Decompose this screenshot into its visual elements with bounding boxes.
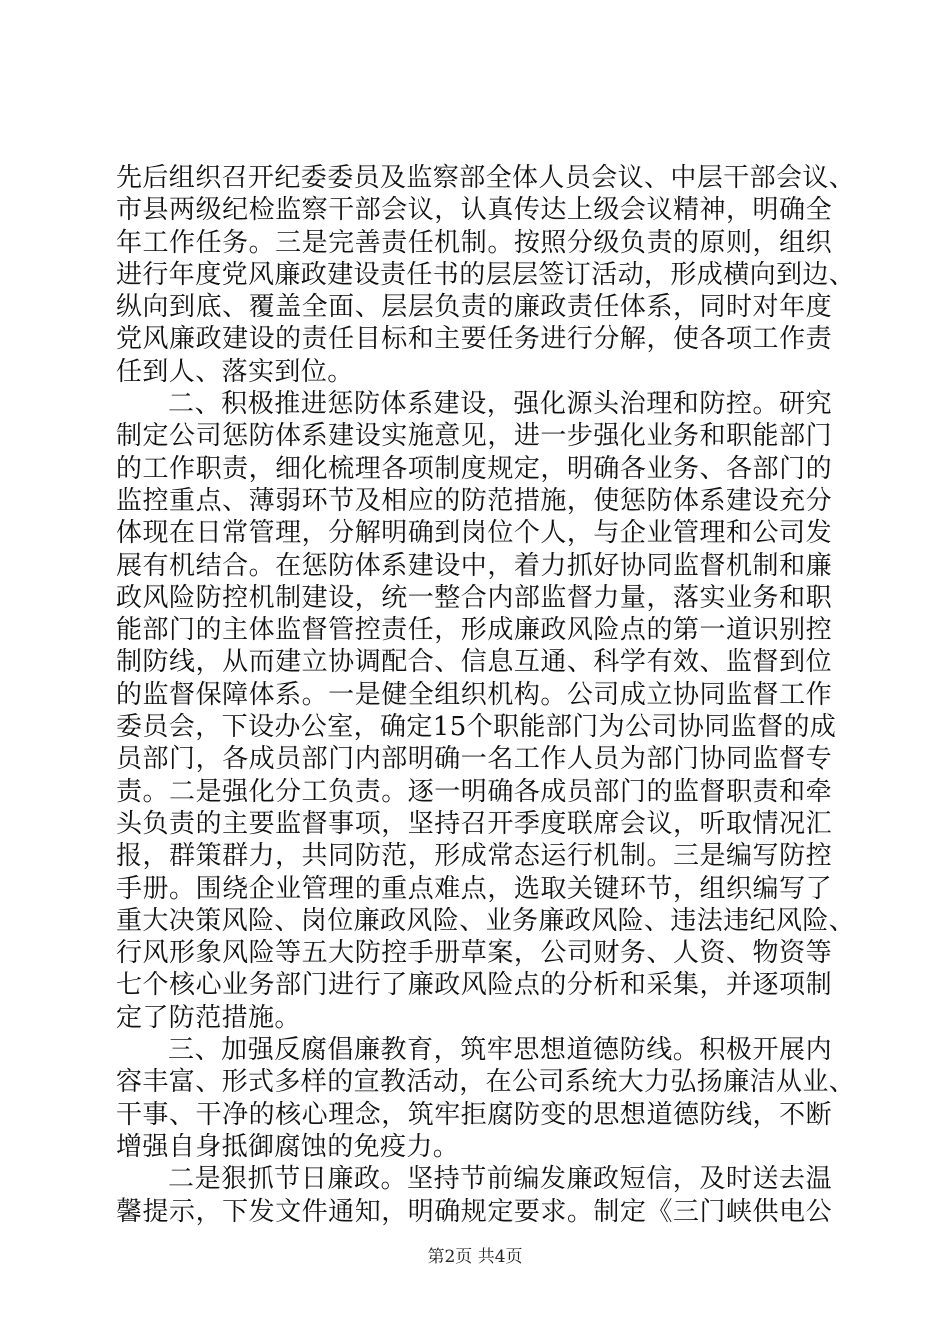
document-body	[116, 162, 856, 1228]
text-line: 任到人、落实到位。	[116, 356, 354, 387]
text-line: 增强自身抵御腐蚀的免疫力。	[116, 1131, 460, 1162]
text-line: 年工作任务。三是完善责任机制。按照分级负责的原则，组织	[116, 227, 832, 258]
text-line: 监控重点、薄弱环节及相应的防范措施，使惩防体系建设充分	[116, 485, 832, 516]
text-line: 七个核心业务部门进行了廉政风险点的分析和采集，并逐项制	[116, 970, 832, 1001]
text-line: 体现在日常管理，分解明确到岗位个人，与企业管理和公司发	[116, 518, 832, 549]
text-line: 市县两级纪检监察干部会议，认真传达上级会议精神，明确全	[116, 195, 832, 226]
text-line: 纵向到底、覆盖全面、层层负责的廉政责任体系，同时对年度	[116, 292, 832, 323]
text-line: 进行年度党风廉政建设责任书的层层签订活动，形成横向到边、	[116, 259, 856, 290]
page-footer: 第2页 共4页	[427, 1247, 523, 1267]
text-line: 展有机结合。在惩防体系建设中，着力抓好协同监督机制和廉	[116, 550, 832, 581]
text-line: 定了防范措施。	[116, 1002, 301, 1033]
text-line: 头负责的主要监督事项，坚持召开季度联席会议，听取情况汇	[116, 808, 832, 839]
text-line: 馨提示，下发文件通知，明确规定要求。制定《三门峡供电公	[116, 1196, 832, 1227]
text-line: 报，群策群力，共同防范，形成常态运行机制。三是编写防控	[116, 841, 832, 872]
text-line: 党风廉政建设的责任目标和主要任务进行分解，使各项工作责	[116, 324, 832, 355]
text-line: 员部门，各成员部门内部明确一名工作人员为部门协同监督专	[116, 744, 832, 775]
text-line: 政风险防控机制建设，统一整合内部监督力量，落实业务和职	[116, 582, 832, 613]
text-line: 制定公司惩防体系建设实施意见，进一步强化业务和职能部门	[116, 421, 832, 452]
text-line: 三、加强反腐倡廉教育，筑牢思想道德防线。积极开展内	[168, 1035, 832, 1066]
text-line: 干事、干净的核心理念，筑牢拒腐防变的思想道德防线，不断	[116, 1099, 832, 1130]
text-line: 先后组织召开纪委委员及监察部全体人员会议、中层干部会议、	[116, 163, 856, 193]
text-line: 二是狠抓节日廉政。坚持节前编发廉政短信，及时送去温	[168, 1164, 832, 1195]
text-line: 行风形象风险等五大防控手册草案，公司财务、人资、物资等	[116, 938, 832, 969]
text-line: 重大决策风险、岗位廉政风险、业务廉政风险、违法违纪风险、	[116, 905, 856, 936]
text-line: 能部门的主体监督管控责任，形成廉政风险点的第一道识别控	[116, 615, 832, 646]
text-line: 容丰富、形式多样的宣教活动，在公司系统大力弘扬廉洁从业、	[116, 1067, 856, 1098]
text-line: 委员会，下设办公室，确定15个职能部门为公司协同监督的成	[116, 712, 837, 743]
text-line: 的工作职责，细化梳理各项制度规定，明确各业务、各部门的	[116, 453, 832, 484]
text-line: 二、积极推进惩防体系建设，强化源头治理和防控。研究	[168, 389, 832, 420]
text-line: 的监督保障体系。一是健全组织机构。公司成立协同监督工作	[116, 679, 832, 710]
text-line: 责。二是强化分工负责。逐一明确各成员部门的监督职责和牵	[116, 776, 832, 807]
text-line: 制防线，从而建立协调配合、信息互通、科学有效、监督到位	[116, 647, 832, 678]
text-line: 手册。围绕企业管理的重点难点，选取关键环节，组织编写了	[116, 873, 832, 904]
